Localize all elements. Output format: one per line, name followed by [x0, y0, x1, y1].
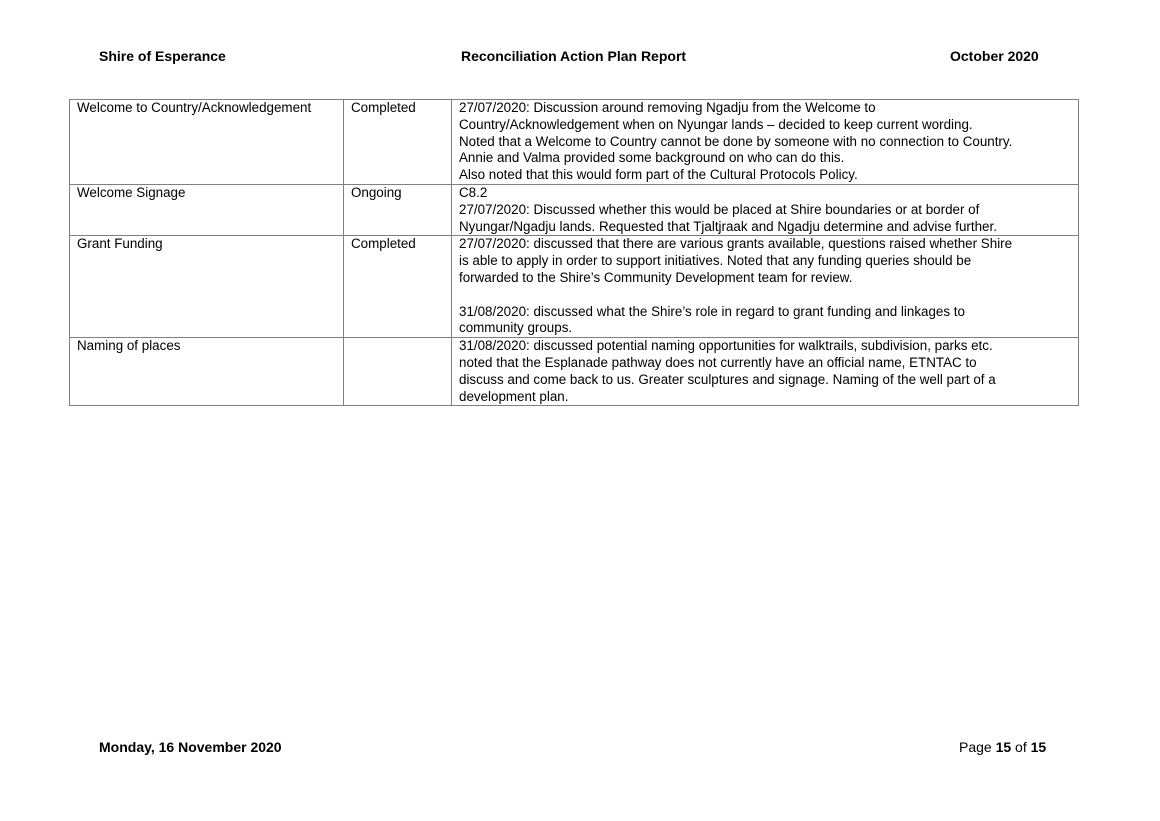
comment-line: discuss and come back to us. Greater sculptures and signage. Naming of the well part of a — [459, 371, 996, 387]
status-cell: Completed — [344, 236, 452, 338]
comments-cell — [452, 236, 1079, 338]
page-total: 15 — [1030, 739, 1047, 755]
comment-line: C8.2 — [459, 184, 488, 200]
comment-line: 31/08/2020: discussed potential naming opportunities for walktrails, subdivision, parks etc. — [459, 338, 993, 354]
comment-line: forwarded to the Shire’s Community Development team for review. — [459, 269, 853, 285]
action-cell: Grant Funding — [70, 236, 344, 338]
footer-page-number — [959, 739, 1046, 755]
comment-line: noted that the Esplanade pathway does not currently have an official name, ETNTAC to — [459, 354, 977, 370]
status-cell: Completed — [344, 100, 452, 185]
comment-line: 27/07/2020: Discussion around removing Ngadju from the Welcome to — [459, 100, 876, 115]
header-period: October 2020 — [950, 48, 1039, 64]
action-cell: Welcome to Country/Acknowledgement — [70, 100, 344, 185]
comments-cell — [452, 338, 1079, 406]
comment-line: 31/08/2020: discussed what the Shire’s role in regard to grant funding and linkages to — [459, 303, 965, 319]
comment-line: development plan. — [459, 388, 569, 404]
table-row — [70, 184, 1079, 235]
comment-line: Nyungar/Ngadju lands. Requested that Tjaltjraak and Ngadju determine and advise further. — [459, 218, 997, 234]
comment-line: Also noted that this would form part of the Cultural Protocols Policy. — [459, 167, 858, 183]
comment-line: Country/Acknowledgement when on Nyungar lands – decided to keep current wording. — [459, 116, 973, 132]
page-prefix: Page — [959, 739, 996, 755]
comment-line — [459, 287, 1072, 304]
table-row — [70, 236, 1079, 338]
action-plan-table — [69, 99, 1079, 406]
comment-line: is able to apply in order to support initiatives. Noted that any funding queries should be — [459, 253, 972, 269]
comments-cell — [452, 100, 1079, 185]
comment-line: community groups. — [459, 320, 573, 336]
footer-date: Monday, 16 November 2020 — [99, 739, 282, 755]
comments-cell — [452, 184, 1079, 235]
status-cell: Ongoing — [344, 184, 452, 235]
header-report-title: Reconciliation Action Plan Report — [461, 48, 687, 64]
action-cell: Naming of places — [70, 338, 344, 406]
comment-line: Annie and Valma provided some background on who can do this. — [459, 150, 845, 166]
table-row — [70, 100, 1079, 185]
status-cell — [344, 338, 452, 406]
page-current: 15 — [995, 739, 1012, 755]
page-of: of — [1011, 739, 1031, 755]
comment-line: 27/07/2020: Discussed whether this would be placed at Shire boundaries or at border of — [459, 201, 980, 217]
comment-line: 27/07/2020: discussed that there are various grants available, questions raised whether Shire — [459, 236, 1013, 252]
table-row — [70, 338, 1079, 406]
action-plan-table-body — [70, 100, 1079, 406]
action-cell: Welcome Signage — [70, 184, 344, 235]
header-organisation: Shire of Esperance — [99, 48, 226, 64]
comment-line: Noted that a Welcome to Country cannot be done by someone with no connection to Country. — [459, 133, 1013, 149]
